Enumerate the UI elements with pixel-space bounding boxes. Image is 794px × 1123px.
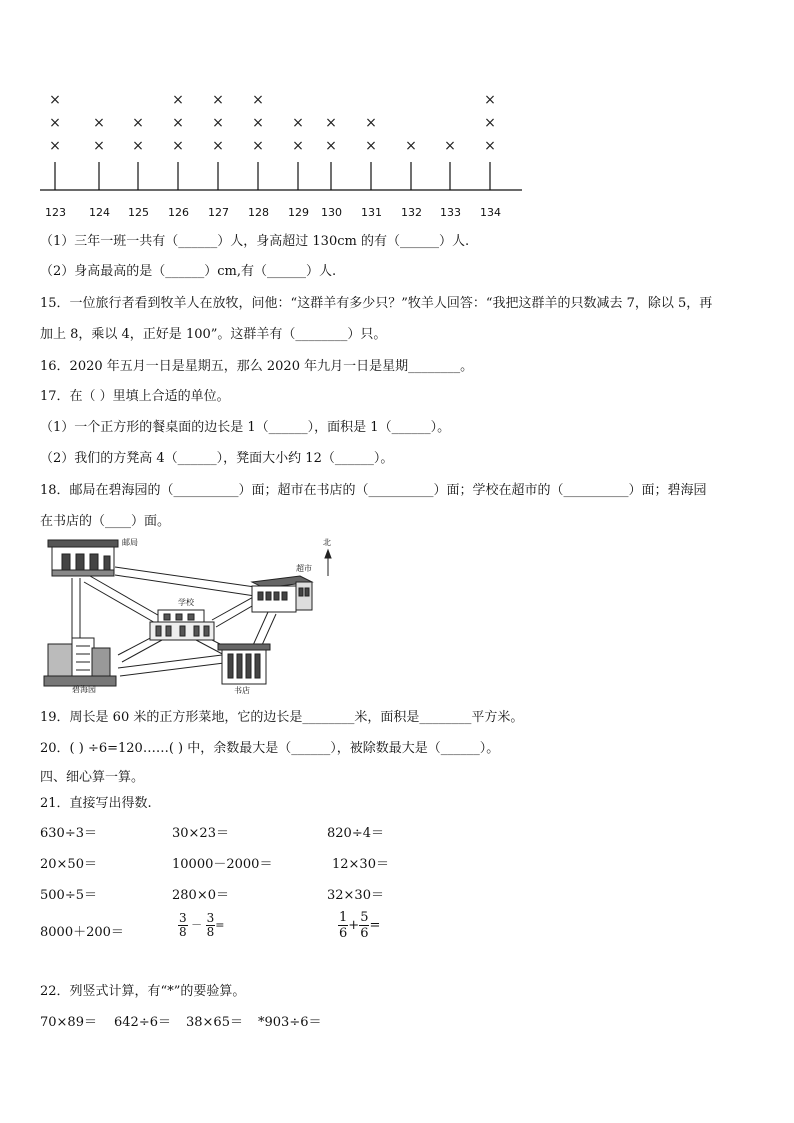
- plot-mark: ×: [292, 115, 304, 131]
- q19: 19．周长是 60 米的正方形菜地，它的边长是________米，面积是________平方米。: [40, 710, 524, 725]
- q14-part2: （2）身高最高的是（______）cm,有（______）人.: [40, 264, 337, 279]
- q21-title: 21．直接写出得数.: [40, 796, 152, 811]
- q21-r1c1: 630÷3＝: [40, 826, 97, 841]
- plot-mark: ×: [172, 138, 184, 154]
- plot-mark: ×: [252, 138, 264, 154]
- map-label-north: 北: [323, 538, 331, 547]
- q17-part2: （2）我们的方凳高 4（______），凳面大小约 12（______）。: [40, 451, 394, 466]
- q20: 20．( ) ÷6=120……( ) 中，余数最大是（______），被除数最大是（______）。: [40, 741, 500, 756]
- section-heading: 四、细心算一算。: [40, 770, 145, 785]
- q15-line2: 加上 8，乘以 4，正好是 100”。这群羊有（________）只。: [40, 327, 387, 342]
- frac1-op: －: [191, 918, 203, 932]
- plot-mark: ×: [484, 138, 496, 154]
- tick-label: 133: [440, 206, 461, 219]
- map-label-garden: 碧海园: [72, 685, 96, 694]
- plot-mark: ×: [49, 92, 61, 108]
- school-building: [150, 610, 214, 640]
- q22-item2: 642÷6＝: [114, 1015, 171, 1030]
- plot-mark: ×: [93, 138, 105, 154]
- plot-mark: ×: [172, 115, 184, 131]
- q21-r3c2: 280×0＝: [172, 888, 229, 903]
- plot-mark: ×: [365, 115, 377, 131]
- plot-mark: ×: [172, 92, 184, 108]
- tick-label: 126: [168, 206, 189, 219]
- q21-r2c3: 12×30＝: [332, 857, 389, 872]
- frac1-eq: =: [215, 918, 225, 932]
- bookstore-building: [218, 644, 270, 684]
- plot-mark: ×: [444, 138, 456, 154]
- q18-line2: 在书店的（____）面。: [40, 514, 171, 529]
- map-svg: [0, 530, 400, 700]
- frac2-num2: 5: [360, 910, 369, 925]
- tick-label: 123: [45, 206, 66, 219]
- map-label-bookstore: 书店: [234, 686, 250, 695]
- q21-r2c1: 20×50＝: [40, 857, 97, 872]
- plot-mark: ×: [132, 138, 144, 154]
- plot-mark: ×: [212, 92, 224, 108]
- frac1-num2: 3: [206, 911, 215, 925]
- frac2-eq: =: [369, 918, 381, 933]
- frac1-den2: 8: [206, 925, 215, 939]
- q22-item3: 38×65＝: [186, 1015, 243, 1030]
- plot-mark: ×: [212, 115, 224, 131]
- line-plot-svg: [0, 0, 794, 230]
- q21-r3c1: 500÷5＝: [40, 888, 97, 903]
- q18-line1: 18．邮局在碧海园的（__________）面；超市在书店的（__________）面；学校在超市的（__________）面；碧海园: [40, 483, 707, 498]
- q21-r2c2: 10000－2000＝: [172, 857, 273, 872]
- plot-mark: ×: [49, 138, 61, 154]
- q21-fraction-subtract: [178, 912, 225, 939]
- q21-r3c3: 32×30＝: [327, 888, 384, 903]
- plot-mark: ×: [365, 138, 377, 154]
- map-label-market: 超市: [296, 564, 312, 573]
- q17-title: 17．在（ ）里填上合适的单位。: [40, 389, 230, 404]
- map-label-school: 学校: [178, 598, 194, 607]
- tick-label: 124: [89, 206, 110, 219]
- plot-mark: ×: [484, 92, 496, 108]
- q21-r1c3: 820÷4＝: [327, 826, 384, 841]
- plot-mark: ×: [325, 138, 337, 154]
- q16: 16．2020 年五月一日是星期五，那么 2020 年九月一日是星期________。: [40, 359, 474, 374]
- plot-mark: ×: [132, 115, 144, 131]
- plot-mark: ×: [93, 115, 105, 131]
- q21-r4c1: 8000＋200＝: [40, 925, 124, 940]
- tick-label: 128: [248, 206, 269, 219]
- frac2-den2: 6: [360, 926, 369, 941]
- tick-label: 127: [208, 206, 229, 219]
- q17-part1: （1）一个正方形的餐桌面的边长是 1（______），面积是 1（______）。: [40, 420, 451, 435]
- tick-label: 132: [401, 206, 422, 219]
- direction-map: [0, 530, 794, 700]
- q14-part1: （1）三年一班一共有（______）人，身高超过 130cm 的有（______）人.: [40, 234, 470, 249]
- plot-mark: ×: [325, 115, 337, 131]
- frac2-op: +: [348, 918, 360, 933]
- plot-mark: ×: [484, 115, 496, 131]
- supermarket-building: [252, 576, 312, 612]
- frac2-num1: 1: [339, 910, 348, 925]
- frac2-den1: 6: [339, 926, 348, 941]
- plot-mark: ×: [212, 138, 224, 154]
- plot-mark: ×: [252, 115, 264, 131]
- garden-building: [44, 638, 116, 686]
- plot-mark: ×: [405, 138, 417, 154]
- frac1-num1: 3: [179, 911, 187, 925]
- frac1-den1: 8: [179, 925, 187, 939]
- q22-item1: 70×89＝: [40, 1015, 97, 1030]
- q21-r1c2: 30×23＝: [172, 826, 229, 841]
- post-office-building: [48, 540, 118, 576]
- q22-title: 22．列竖式计算，有“*”的要验算。: [40, 984, 246, 999]
- plot-mark: ×: [292, 138, 304, 154]
- tick-label: 131: [361, 206, 382, 219]
- q15-line1: 15．一位旅行者看到牧羊人在放牧，问他：“这群羊有多少只？”牧羊人回答：“我把这群羊的只数减去 7，除以 5，再: [40, 296, 713, 311]
- plot-mark: ×: [252, 92, 264, 108]
- north-arrow-icon: [325, 550, 331, 576]
- q22-item4: *903÷6＝: [258, 1015, 322, 1030]
- plot-mark: ×: [49, 115, 61, 131]
- map-label-post: 邮局: [122, 538, 138, 547]
- tick-label: 134: [480, 206, 501, 219]
- tick-label: 125: [128, 206, 149, 219]
- tick-label: 130: [321, 206, 342, 219]
- tick-label: 129: [288, 206, 309, 219]
- q21-fraction-add: [338, 910, 380, 941]
